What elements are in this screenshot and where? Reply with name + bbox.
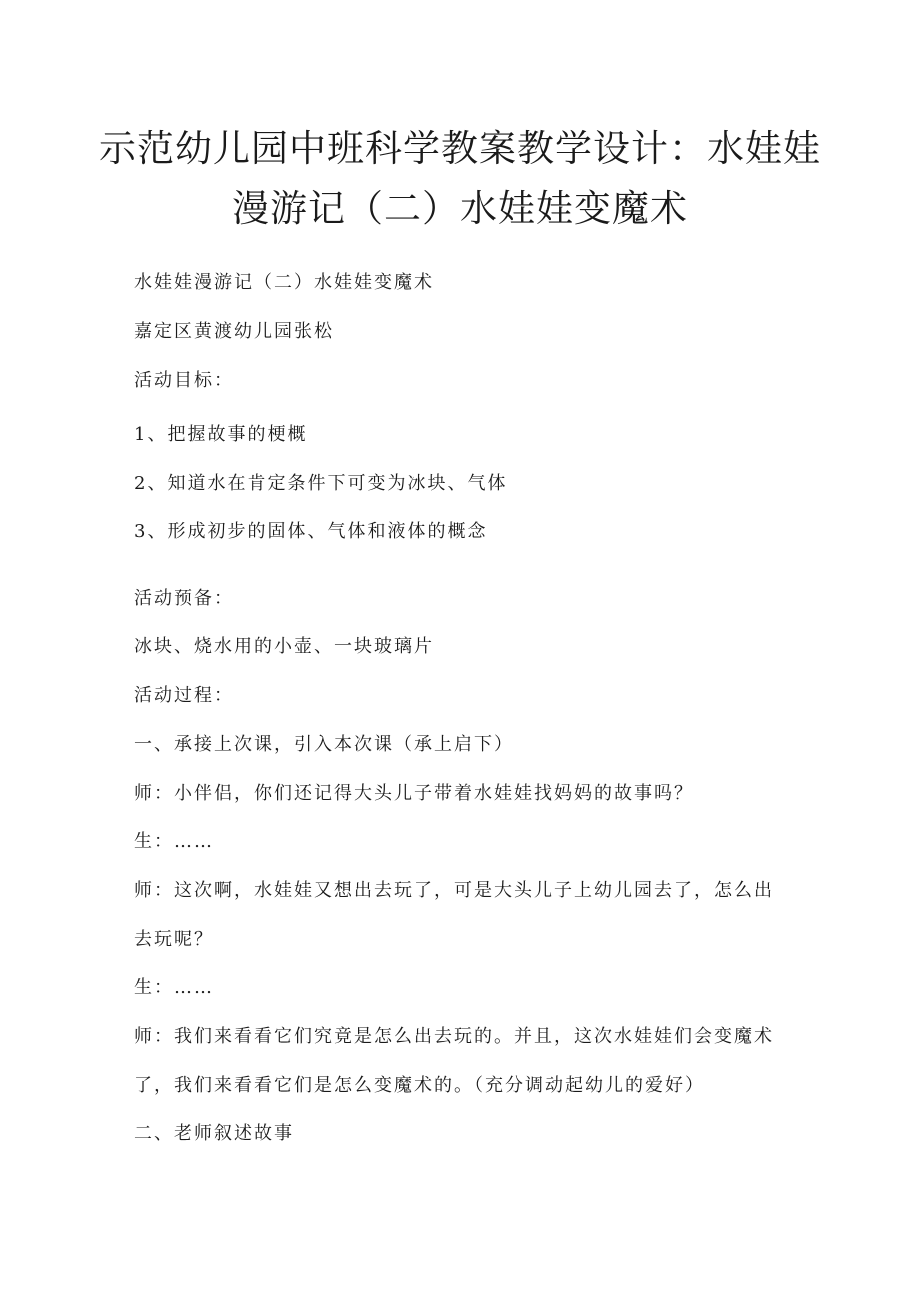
dialogue-line-continuation: 了，我们来看看它们是怎么变魔术的。（充分调动起幼儿的爱好） (134, 1075, 705, 1096)
process-step-2-heading: 二、老师叙述故事 (134, 1123, 294, 1144)
section-heading-process: 活动过程： (134, 685, 234, 706)
dialogue-line: 师：这次啊，水娃娃又想出去玩了，可是大头儿子上幼儿园去了，怎么出 (134, 880, 774, 901)
document-title-line-2: 漫游记（二）水娃娃变魔术 (232, 187, 688, 230)
document-title-line-1: 示范幼儿园中班科学教案教学设计：水娃娃 (99, 127, 821, 170)
section-heading-preparation: 活动预备： (134, 588, 234, 609)
subtitle-line: 水娃娃漫游记（二）水娃娃变魔术 (134, 272, 434, 293)
dialogue-line: 师：小伴侣，你们还记得大头儿子带着水娃娃找妈妈的故事吗？ (134, 783, 694, 804)
dialogue-line-continuation: 去玩呢？ (134, 929, 214, 950)
section-heading-goals: 活动目标： (134, 370, 234, 391)
author-line: 嘉定区黄渡幼儿园张松 (134, 321, 334, 342)
dialogue-line: 师：我们来看看它们究竟是怎么出去玩的。并且，这次水娃娃们会变魔术 (134, 1026, 774, 1047)
goal-item-2: 2、知道水在肯定条件下可变为冰块、气体 (134, 473, 508, 494)
goal-item-1: 1、把握故事的梗概 (134, 424, 308, 445)
process-step-1-heading: 一、承接上次课，引入本次课（承上启下） (134, 734, 514, 755)
dialogue-line: 生：…… (134, 977, 214, 998)
preparation-materials: 冰块、烧水用的小壶、一块玻璃片 (134, 636, 434, 657)
goal-item-3: 3、形成初步的固体、气体和液体的概念 (134, 521, 488, 542)
dialogue-line: 生：…… (134, 831, 214, 852)
